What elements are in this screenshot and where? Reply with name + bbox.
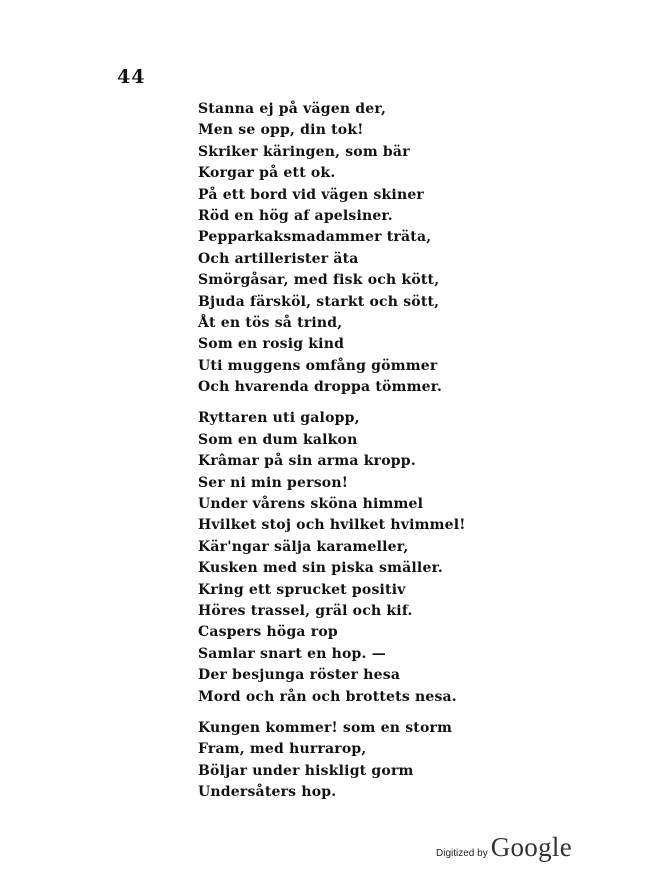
stanza-2 — [198, 408, 628, 707]
verse-line: Bjuda färsköl, starkt och sött, — [198, 293, 440, 310]
verse-line: Röd en hög af apelsiner. — [198, 207, 393, 224]
verse-line: Böljar under hiskligt gorm — [198, 762, 414, 779]
verse-line: Och hvarenda droppa tömmer. — [198, 379, 443, 396]
verse-line: På ett bord vid vägen skiner — [198, 186, 425, 203]
verse-line: Och artillerister äta — [198, 250, 359, 267]
stanza-1 — [198, 99, 628, 398]
verse-line: Höres trassel, gräl och kif. — [198, 602, 413, 619]
verse-line: Kusken med sin piska smäller. — [198, 560, 443, 577]
page-number: 44 — [117, 66, 146, 88]
verse-line: Smörgåsar, med fisk och kött, — [198, 272, 440, 289]
verse-line: Hvilket stoj och hvilket hvimmel! — [198, 517, 466, 534]
verse-line: Som en rosig kind — [198, 336, 345, 353]
verse-line: Caspers höga rop — [198, 624, 338, 641]
digitized-by-label: Digitized by — [436, 848, 488, 859]
verse-line: Kungen kommer! som en storm — [198, 719, 453, 736]
verse-line: Kring ett sprucket positiv — [198, 581, 406, 598]
verse-line: Krâmar på sin arma kropp. — [198, 453, 416, 470]
verse-line: Fram, med hurrarop, — [198, 741, 367, 758]
verse-line: Undersåters hop. — [198, 784, 337, 801]
verse-line: Kär'ngar sälja karameller, — [198, 538, 409, 555]
verse-line: Pepparkaksmadammer träta, — [198, 229, 432, 246]
verse-line: Uti muggens omfång gömmer — [198, 357, 438, 374]
stanza-3 — [198, 718, 628, 804]
verse-line: Der besjunga röster hesa — [198, 667, 401, 684]
verse-line: Korgar på ett ok. — [198, 165, 336, 182]
verse-line: Ser ni min person! — [198, 474, 349, 491]
verse-line: Som en dum kalkon — [198, 431, 358, 448]
verse-line: Skriker käringen, som bär — [198, 143, 410, 160]
verse-line: Stanna ej på vägen der, — [198, 101, 387, 117]
verse-line: Mord och rån och brottets nesa. — [198, 688, 457, 705]
verse-line: Åt en tös så trind, — [198, 314, 343, 331]
verse-line: Ryttaren uti galopp, — [198, 410, 360, 427]
verse-line: Under vårens sköna himmel — [198, 496, 424, 513]
poem — [198, 99, 628, 804]
google-logo: Google — [490, 832, 572, 862]
verse-line: Samlar snart en hop. — — [198, 645, 386, 662]
digitized-by-google-watermark — [436, 832, 572, 863]
verse-line: Men se opp, din tok! — [198, 122, 364, 139]
